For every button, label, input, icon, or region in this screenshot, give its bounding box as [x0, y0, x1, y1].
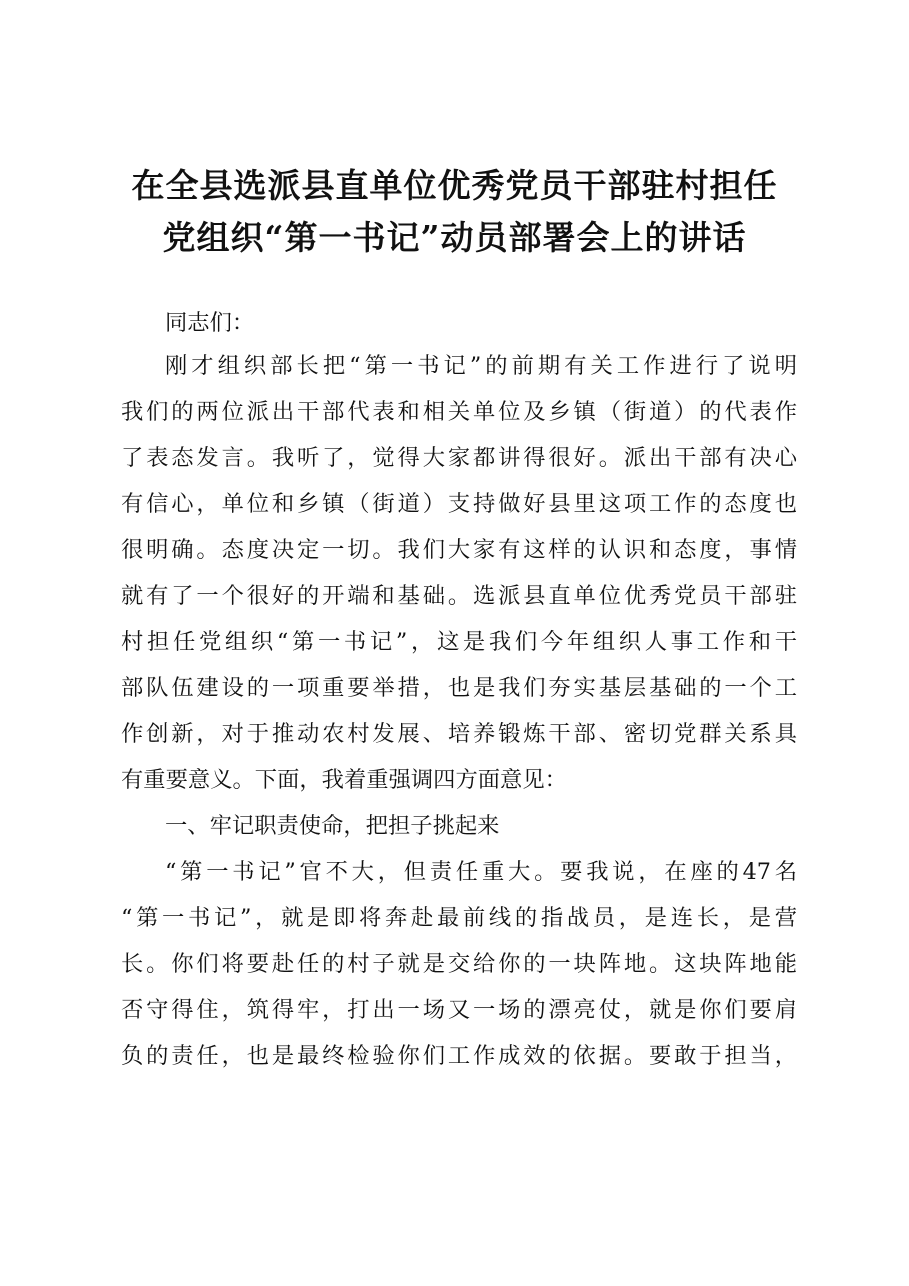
paragraph-line: 长。你们将要赴任的村子就是交给你的一块阵地。这块阵地能 — [121, 951, 797, 977]
paragraph-line: 了表态发言。我听了，觉得大家都讲得很好。派出干部有决心 — [121, 445, 797, 471]
paragraph-line: 作创新，对于推动农村发展、培养锻炼干部、密切党群关系具 — [121, 721, 797, 747]
paragraph-line: 刚才组织部长把“第一书记”的前期有关工作进行了说明 — [165, 353, 797, 379]
document-title-line-1: 在全县选派县直单位优秀党员干部驻村担任 — [131, 166, 778, 205]
paragraph-line: 负的责任，也是最终检验你们工作成效的依据。要敢于担当， — [121, 1043, 797, 1069]
paragraph-line: 有重要意义。下面，我着重强调四方面意见： — [121, 767, 567, 793]
paragraph-line: 部队伍建设的一项重要举措，也是我们夯实基层基础的一个工 — [121, 675, 797, 701]
paragraph-line: 有信心，单位和乡镇（街道）支持做好县里这项工作的态度也 — [121, 491, 797, 517]
paragraph-line: “第一书记”，就是即将奔赴最前线的指战员，是连长，是营 — [121, 905, 797, 931]
paragraph-line: 否守得住，筑得牢，打出一场又一场的漂亮仗，就是你们要肩 — [121, 997, 797, 1023]
paragraph-line: 很明确。态度决定一切。我们大家有这样的认识和态度，事情 — [121, 537, 797, 563]
paragraph-line: “第一书记”官不大，但责任重大。要我说，在座的47名 — [165, 859, 797, 885]
paragraph-line: 我们的两位派出干部代表和相关单位及乡镇（街道）的代表作 — [121, 399, 797, 425]
document-title-line-2: 党组织“第一书记”动员部署会上的讲话 — [162, 218, 747, 257]
section-heading: 一、牢记职责使命，把担子挑起来 — [165, 813, 500, 839]
paragraph-line: 就有了一个很好的开端和基础。选派县直单位优秀党员干部驻 — [121, 583, 797, 609]
paragraph-line: 村担任党组织“第一书记”，这是我们今年组织人事工作和干 — [121, 629, 797, 655]
salutation: 同志们： — [165, 310, 255, 336]
